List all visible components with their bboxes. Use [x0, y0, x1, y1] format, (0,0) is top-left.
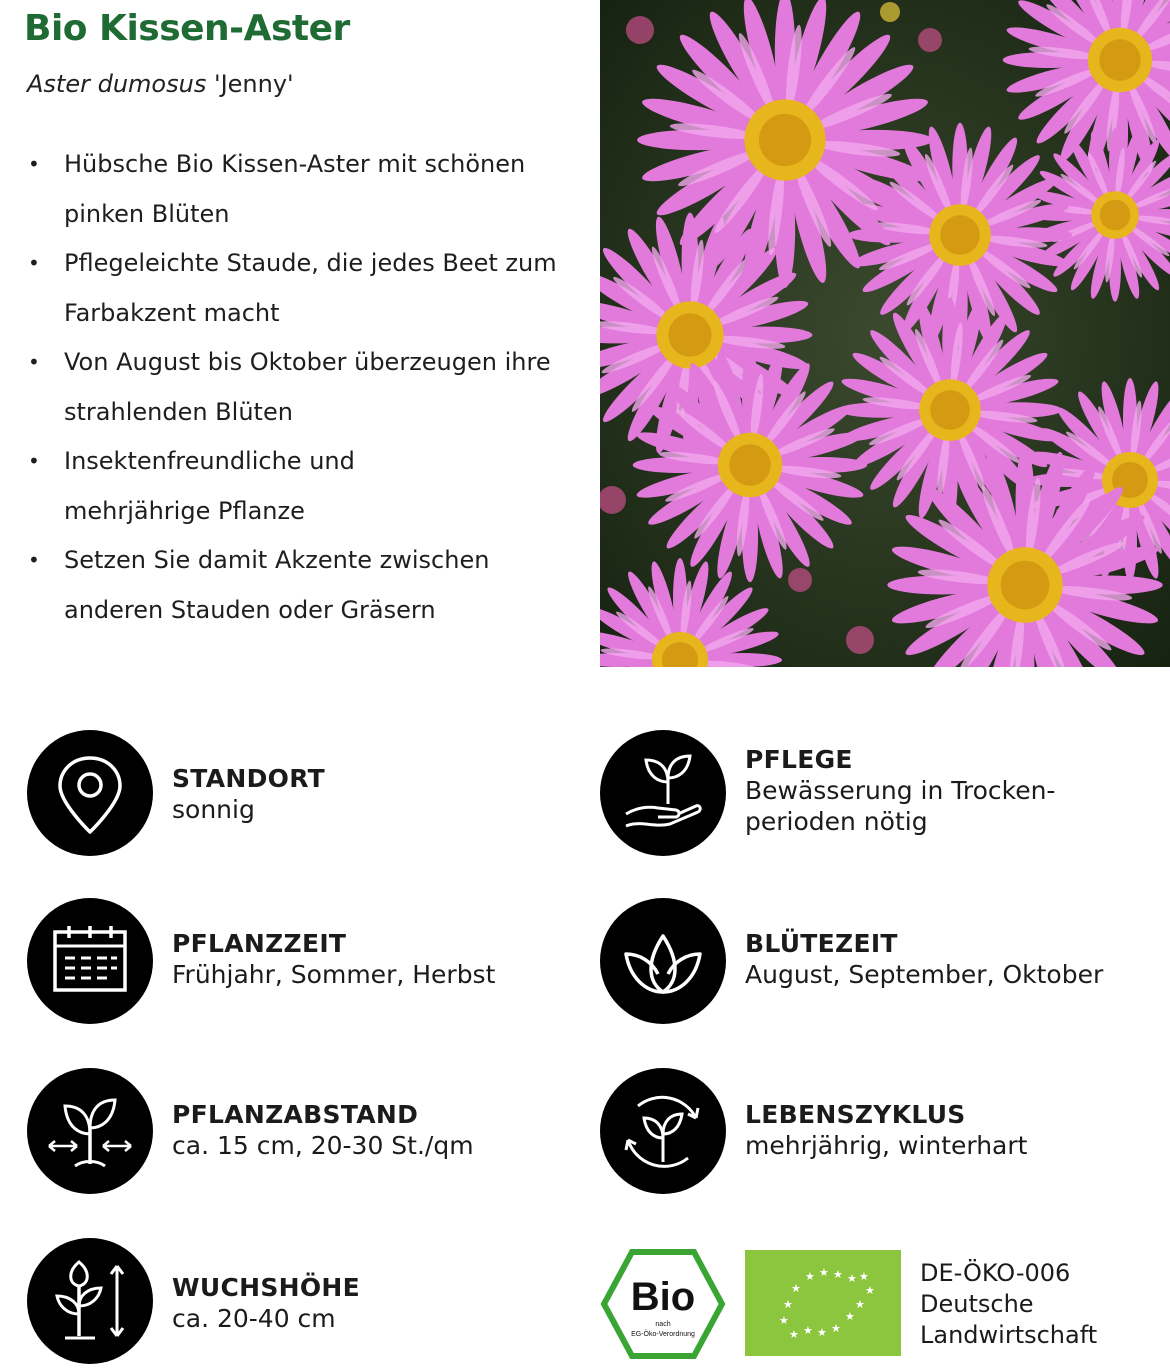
feature-wuchshoehe: [27, 1238, 567, 1368]
plant-height-icon: [27, 1238, 153, 1364]
plant-spacing-icon: [27, 1068, 153, 1194]
plant-cycle-icon: [600, 1068, 726, 1194]
location-pin-icon: [27, 730, 153, 856]
feature-label: PFLANZZEIT: [172, 929, 347, 958]
bullet-item: • Insektenfreundliche und mehrjährige Pflanze: [24, 437, 584, 536]
bullet-dot: •: [28, 152, 40, 176]
svg-text:★: ★: [817, 1326, 827, 1339]
feature-label: PFLEGE: [745, 745, 853, 774]
svg-text:★: ★: [789, 1328, 799, 1341]
feature-lebenszyklus: [600, 1068, 1140, 1198]
product-photo: [600, 0, 1170, 667]
product-title: Bio Kissen-Aster: [24, 8, 350, 49]
feature-value: Frühjahr, Sommer, Herbst: [172, 960, 496, 989]
svg-text:★: ★: [833, 1268, 843, 1281]
svg-text:★: ★: [803, 1324, 813, 1337]
bullet-item: • Pflegeleichte Staude, die jedes Beet zum Farbakzent macht: [24, 239, 584, 338]
variety-name: 'Jenny': [213, 70, 294, 98]
svg-text:★: ★: [855, 1298, 865, 1311]
feature-value: ca. 20-40 cm: [172, 1304, 336, 1333]
feature-pflanzzeit: [27, 898, 567, 1028]
bullet-dot: •: [28, 251, 40, 275]
svg-text:★: ★: [783, 1298, 793, 1311]
eu-organic-leaf-logo: [745, 1250, 901, 1356]
bullet-dot: •: [28, 350, 40, 374]
bullet-dot: •: [28, 449, 40, 473]
lotus-flower-icon: [600, 898, 726, 1024]
svg-text:★: ★: [845, 1310, 855, 1323]
feature-pflanzabstand: [27, 1068, 567, 1198]
feature-standort: [27, 730, 567, 860]
svg-text:★: ★: [791, 1282, 801, 1295]
feature-label: STANDORT: [172, 764, 325, 793]
svg-text:EG-Öko-Verordnung: EG-Öko-Verordnung: [631, 1331, 695, 1338]
bullet-item: • Setzen Sie damit Akzente zwischen anderen Stauden oder Gräsern: [24, 536, 584, 635]
svg-text:★: ★: [859, 1270, 869, 1283]
latin-name: Aster dumosus: [27, 70, 207, 98]
feature-value: ca. 15 cm, 20-30 St./qm: [172, 1131, 474, 1160]
svg-text:★: ★: [831, 1322, 841, 1335]
feature-label: PFLANZABSTAND: [172, 1100, 419, 1129]
bio-seal-logo: [600, 1248, 726, 1360]
svg-text:★: ★: [819, 1266, 829, 1279]
feature-value: perioden nötig: [745, 807, 928, 836]
cert-line: Deutsche: [920, 1290, 1034, 1318]
feature-value: Bewässerung in Trocken-: [745, 776, 1056, 805]
bullet-item: • Von August bis Oktober überzeugen ihre strahlenden Blüten: [24, 338, 584, 437]
bullet-dot: •: [28, 548, 40, 572]
calendar-icon: [27, 898, 153, 1024]
pink-aster-flowers-photo: [600, 0, 1170, 667]
svg-text:★: ★: [779, 1314, 789, 1327]
svg-text:★: ★: [805, 1270, 815, 1283]
cert-code: DE-ÖKO-006: [920, 1259, 1071, 1287]
certification-text: [920, 1258, 1097, 1351]
feature-value: sonnig: [172, 795, 255, 824]
feature-label: WUCHSHÖHE: [172, 1273, 361, 1302]
feature-value: mehrjährig, winterhart: [745, 1131, 1028, 1160]
svg-text:nach: nach: [655, 1321, 671, 1328]
feature-bullet-list: [24, 140, 584, 635]
feature-label: LEBENSZYKLUS: [745, 1100, 966, 1129]
svg-text:Bio: Bio: [630, 1275, 696, 1319]
svg-text:★: ★: [847, 1272, 857, 1285]
feature-pflege: [600, 730, 1140, 860]
botanical-name: [27, 70, 294, 98]
feature-label: BLÜTEZEIT: [745, 929, 898, 958]
svg-text:★: ★: [865, 1284, 875, 1297]
bullet-item: • Hübsche Bio Kissen-Aster mit schönen pinken Blüten: [24, 140, 584, 239]
feature-value: August, September, Oktober: [745, 960, 1104, 989]
feature-bluetezeit: [600, 898, 1140, 1028]
seedling-hand-icon: [600, 730, 726, 856]
cert-line: Landwirtschaft: [920, 1321, 1098, 1349]
